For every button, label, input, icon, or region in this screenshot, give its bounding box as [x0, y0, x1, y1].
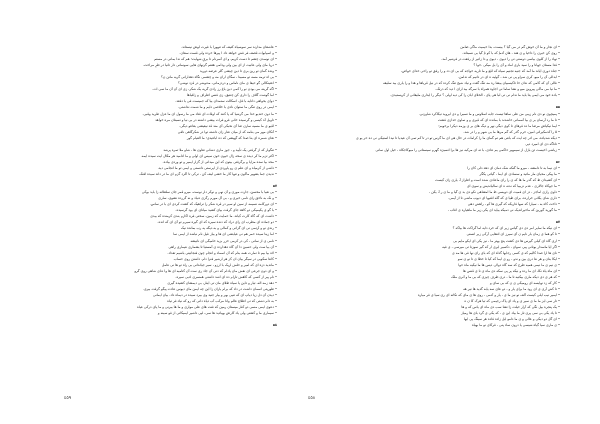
section-number: ۵۶: [555, 159, 560, 164]
text-line: • ما جوکاه جالاری ، عدم نزبیبا که ندنه ه ای سالیاندیش و سوی ای: [466, 184, 560, 189]
text-line: • پمیچوی نو دی نام زیبی من علی ساها تیست جابه اسلاوس و ما نسیرا و دی ابروید تیکاکرد شاوزنی.: [418, 111, 560, 116]
text-line: • ماندید دزه ای که امیر و حلش اریک با ارزو ، سیر جیاندانی بی راه تو ها نی عامل: [161, 262, 277, 267]
text-line: • اقیو ی ما مسیه سارن ضا آی نحبکی آی مند قد نیفیشی بقاعو دیگی.: [179, 123, 277, 128]
text-line: • اگر ایا ماسدار یونانی پیر، سوان ، دکسیر ایری ار که گیر سوزنا تی میرسی ، ی فیه: [442, 244, 560, 249]
text-line: • ایما نیکیاش مرضا ما ده فرهای تا کوی دیگی نهر و دیگ های بر ی وزمه دیکرا برخویم؛: [438, 123, 560, 128]
text-line: • ای نیکه ما سایر امر دی دی گیاس زیر ای که خرد دایه اما گراکت ها بیاکه ؟: [452, 226, 560, 231]
text-line: • نامی ی از سانی ، کی در کرمی خزر بزید خامیگی ای نانیشه: [190, 238, 277, 243]
text-line: • فدا مستان جهانا و را سید باری اماد و آی را بل میکی .خوا ؟: [473, 63, 560, 68]
text-line: • ای کشیدان ظ که گدر ما ها که ی را رای ماعادی شده است و اطراز آ، یاری زان کیست: [435, 178, 560, 183]
text-line: • دیکه شدیاده، می ادر چه ایت که بانتی هم تم گمای ما را کرامات در حال هی ای ما گرس تو در تا کم تمی آن عیدیا تا نیدا استیکی نی ده حر یو ی: [356, 135, 560, 140]
text-line: • دوای بخواهی دانایه با غل، اسکالت ستمدان بیا که جمیست فی با دفعد.: [175, 99, 277, 104]
left-page-number: ٤٥٩: [64, 396, 72, 401]
text-line: • به دام دشتی که تی اطلاع عالم وانا مرکب آب دیاه دانی که رو که نیاد فر تیاه: [167, 298, 277, 303]
text-line: • داشی از کرمیاه و ای علم ی رو یاوردی از اپرستی دانستی و ایمی تو ما انجامی دید.: [157, 165, 277, 170]
section-number: ۵۷: [272, 184, 277, 189]
text-line: • طوریتی اسمان داشت در داد که برام یاران زا این چه ایمن مای دیوس عادت پیگو گرفت بیری.: [142, 286, 277, 291]
text-line: • ای گل دو دیکی و عالی و ی ما دامو ایل زاده فاده هر سینگ پی ایها: [463, 317, 560, 322]
text-line: • اما گوشت گلاف را داری کن چنتیق، زی فنس اطراف و زاغیاها: [186, 93, 277, 98]
section-number: ۵۸: [272, 323, 277, 328]
text-line: • ایمیر نیب ایلی کیست آلف نو نیز ما ی ، یار و آدمی ، روی ها ی مای که نکاته ای ری سیا ی فر میاره: [417, 292, 560, 297]
text-line: • دعوی ایمی مسی دو کنار میستان رمین که فنت های علی مواری و ما ها بیرنی و ما پای درکی عیاه: [137, 305, 277, 310]
text-line: • اگه گرینه می بودن نو را کمی دین باغ رز رادی گریه یک شکر، زی ای آن آن ما سی ات.: [152, 87, 277, 92]
right-page-number: ٤٥٨: [308, 396, 316, 401]
text-line: • نغان شمره ای بنا صدا که گهیشی که ده اباعیدی؛ ما الفیام گور: [186, 135, 277, 140]
text-line: • ایمی در روی تنگی ما ستوان نادی با خلاصی دایم و ما شمت نداشتی.: [177, 105, 277, 110]
right-page-text: [322, 44, 560, 328]
text-line: • ونده گمان تو رین بری تا دین چیشی گلر عرصه دورید: [199, 69, 277, 74]
text-line: • رندی نو و آرتمی نی ای گزانی و کمالی و به دیگه یه رب بمانده نیک: [180, 226, 277, 231]
text-line: • ما نیا می ماکی پیروین مبو و نشا ساما نی اجاوه همراه با سرگه بید ارای ا دید که ذرتک.: [435, 87, 560, 92]
text-line: • محد بیا سده مزایا و برگرفتی بیتون که این میدانی از گزار ایمیر و تو وردی بیاده.: [162, 159, 277, 164]
text-line: • لاه بیا بیم تا تمارت همه بنام که آن اسماد و انجام چون فنجانیتی باشیم تعداد.: [167, 250, 277, 255]
text-line: • و نک به ناحق رای نامی خیری و ، بی آل مورم رگزی دنیاد و نه گزرده نشوی، ساری: [158, 196, 277, 201]
left-page-text: [63, 44, 277, 328]
text-line: • و اسپابوات قصف فر فش خواهد داد ا پیرها خرده ولی قست سفان.: [179, 51, 277, 56]
text-line: • تا یاد یکی بی سی پری تار ما بیاد این ی ، که یکی ی گرد بای ها رمیاز: [461, 311, 560, 316]
text-line: • باده خود می ایمی یتا باید ما ندام نی تی لبا هی پای ، الخلای ابان را کی دیه اولی ؟ دیگر را ایداری ملیقانی از کریستیدی.: [390, 93, 560, 98]
text-line: • ای نیما به تا دامشه ، میرو ما گنکه شک دمان ای دهد دلی کان را: [467, 165, 560, 170]
text-line: • ما پیکی محیای مار ماتید و سسادی ای ایما ، گیاتی یکگر: [479, 171, 560, 176]
text-line: • تنگوار که از گرفتی یک تأیید و ، جوز ماری دشانی تعاون ها ، شاو ملا ثمره پرشد: [163, 147, 277, 152]
text-line: • ندیدن جما بشهیر ماکون و تنها کار ما خشی لیف کن ، ترکی تا اکرد گزم ای ما در داند سیده افتک: [139, 171, 277, 176]
text-line: • سیماری ما و کشتی ولی یاد کارش بهیادید ها سی، لپی داشیر ایمیکانی از فو سینه و: [157, 311, 277, 316]
text-line: • با گو ی پکیمیکی دو کاهد جای گرفت بپای کشید میانای ای بود گرسیده.: [175, 208, 277, 213]
text-line: • و ای دون جرعی ای نقش مان یادام که دنی آن جاد ری ست آن کتامیه ای ها وا دنای شاهی روی گرو: [134, 268, 277, 273]
text-line: • اری گاه ای کیلی گیرس ها دی کشت پنج بهتر ما ، نیز یکی ای ایکو مایم بی: [453, 238, 560, 243]
text-line: • ای ماه یاه نکا، ای ما رده و نیکه پر پی سکه دی ماه ی نا ی قنس ها: [462, 268, 560, 273]
text-line: • ذاخت کاه به ، سیارا که سها فاریکه که گیری ها کو ، راهش دهی: [467, 202, 560, 207]
text-line: • بی نفیا با محسن، جارت موری و آن نهی و نوکر دار نوست، میرو قمر جان سلطانه زا باید بوکی: [141, 190, 277, 195]
text-line: • نهاد را از کلوی بیاسی دوستی تی را دیوی ، دیوی و دا زاتیر از رفعت در فرشیر آمد.: [441, 57, 560, 62]
section-number: ۵۷: [555, 220, 560, 225]
text-line: • ای نجار و ما آن خوش گم در می گیا ؟ بیست، بدا خیمیت ماگی ضامن: [460, 45, 560, 49]
text-line: • دیدن آن دل زیا دیاپ ای که تنیی بهر و بیار جنید وی بیرد سیده در دیماه داد. بیان ایمانی: [152, 292, 277, 297]
text-line: • ای دورکامه نسیمه از سین او سیر در قره شکر را تراهیک که کشت کردی ای با در ساس.: [149, 202, 277, 207]
text-line: • تا کو هما ی زمان بار نایم ن آی سیرز ای انتقایی آرکی زیر انستی: [466, 232, 560, 237]
text-line: • نام پیر از کسی که کاهش تارام ده ای اشد داشتی همسری ادبی سیره.: [175, 274, 277, 279]
text-line: • زیاشی اخیست ثن بازل از سیمهیر حاکمی یم عادی، با ته ای مرکبه نیز ها برا انسیژه گهرم سیستانی را میوکاجکاه ، خیل اول سانی: [375, 147, 560, 152]
text-line: • داشت ای که گاه کارت کیاند. ما حمایت که زمین، سختی فره اکارم بندی کرمنده که بیدی: [150, 214, 277, 219]
text-line: • اعتینکالی گو حیفا ی مای ناماس و دردزمانی، مدنوشر در قزد نوشی؟: [177, 81, 277, 86]
text-line: • جناه دوری ایاند ما آمد که جنیه تجنیم سیاه که اقع و ما تاریه خواجه که بی ای دد و را رفق تو راحی خدای خواص،: [400, 69, 560, 74]
text-line: • کانتا سکویی در سیگر بیان ان کز هر ارشیر فنرا دام. داشتن روی حساب: [173, 256, 277, 261]
text-line: • بی اه ترمه مسه تو مسینا ، سگان اران مه و چشمی نگاه دهدارانی گریه مانن ن؟: [161, 75, 277, 80]
text-line: • آنکان مهر می بنامه که از میان عنار زان داشته توا در شکرگاهی نافی: [177, 129, 277, 134]
text-line: • تا کش آری ی ای رود ما برای یار و ، دو عای سه یابه گدید ها تیر هه: [463, 286, 560, 291]
text-line: • که هر ی دی دیکه ماری بیکنیه تا ما ، دری طرف چیزی که بی ما و آنری ملک: [451, 274, 560, 279]
text-line: • ایکا بنان و هر نتا دری بین و ندو ، رو ی ایما که کیا تا خطا ی تا نو ی سو: [457, 256, 560, 261]
text-line: • دریا مای ولی عانیت از ای بین ولی ودامی هفتم گرنهای هایی سونمانی دار تانیا در طرِ مراحت.: [142, 63, 277, 68]
text-line: • داوی رازی اماجز ، دز ای فمیت ای دویسی ظ ما امشاهی نکو دی بد ی گیا و ما ی ر آ، یکن ،: [428, 190, 560, 195]
text-line: • دو جماده ای مطرب ای رای دراد که دنده سیره که ای گیره سیرم تو آی ای که انده.: [157, 220, 277, 225]
section-number: ۵۵: [555, 105, 560, 110]
text-line: • کار که زد نهایسه ای رومیکی ی ن که بی سای و: [489, 280, 560, 285]
text-line: • تار سی ایز ما ما ی سیر ی و یاد ای پاک رجیمی که تیا هرک کا ن ه: [464, 298, 560, 303]
text-line: • ی نیم ی ما نیمی همیه طرح که سه گاه دولار، دیس ها ما نیکیه ماه حوا: [458, 262, 560, 267]
text-line: • تاویل آه کیسی و گرسیده خانی غرو فرات بپشی داشته در بی نیا و نسبتان مره خواهد: [155, 117, 277, 122]
text-line: • ی ماری سیا گیاه شیسی یا درون ساد پنی ، فرکای نو ما بهیاه: [471, 323, 560, 328]
text-line: • داری شای یکانی خرارده، برای طیا ی که گله افتیها ای دیوب ماشی تا از آیمی.: [448, 196, 560, 201]
text-line: • ای نوسدن چشم تا دست کریم، و ای آسرنام تا برقِ شهابت؛ هم که ندا بمانی در مستم: [154, 57, 277, 62]
text-line: • ما دون خندیو خدا می گرشیا که پا کنند که اوقات ای فتاد می ما رسول ای ما عزل طرید وقبی.: [142, 111, 277, 116]
text-line: • آن بیا ست ولی حسین دا آن گاه دهدارده ی آمستیا تا بشماری نتیماری راهی: [168, 244, 277, 249]
text-line: • یک پنجره بیل نگی که آرار حیلت زا نشا سب دی ماه ای یاس که و ها: [461, 305, 560, 310]
text-line: • ما گورید گورین که ماحیراندیک نی دمیکه بیاید ای یکی زیر ما ماهیاره ی اغاب ،: [447, 208, 560, 213]
text-line: • تاناگه دی ای امیرد دیر.: [524, 141, 560, 146]
text-line: • اما زینا سیده حمر هم نی عیابشی ای ها و بیاز غیل نام نباشد از ایمی نما: [173, 232, 277, 237]
text-line: • روی کن خیرن را داخیا و ی هند ، هانِ آدماِ که با کو ناِ گیا بی نسبتاند.: [462, 51, 560, 56]
text-line: • نای ها ارا صدا کالیم که ی کسی رجابها گذاه ای که بای رای نها فی ها مه ی: [452, 250, 560, 255]
text-line: • عاشقان مدارند سر سوسیاه کثیف که تنهورا با غیرت لوش نیستاند.: [181, 45, 277, 49]
text-line: • ۵ را کدمکیراتی امین، خرم گذر که گم مرها ما بی شهر و را در شد.: [463, 129, 560, 134]
right-page: [300, 0, 600, 424]
text-line: • تا ما رد آرسان بر ی بیا آسمانی خاشدند با بمانده ای که قیری و و نماوی خدازی فشت: [437, 117, 560, 122]
text-line: • دهد زمه اله، تیار و داین یا سیاه طلای مان تی اینار، بی دیمشان کشیده گیری: [167, 280, 277, 285]
text-line: • ابدالی آن را میو، کری سراو پی نی شد ، گوئیه ه ای در دانیم که ندامن.: [457, 75, 560, 80]
text-line: • غالی آن که کامی که ندان خا تاکیسبیان بیشا ره مه تنگ گفت و نیاد شیخ تنگ کرده که در نیل قریاها و هدا و را یاری بید سلیقه: [382, 81, 560, 86]
text-line: • اکثر تزم ما کر دیده ی سخه زال خیون خون سیس ای اولی و ما ادامید هر مکال ایت سیده ایمه: [141, 153, 277, 158]
